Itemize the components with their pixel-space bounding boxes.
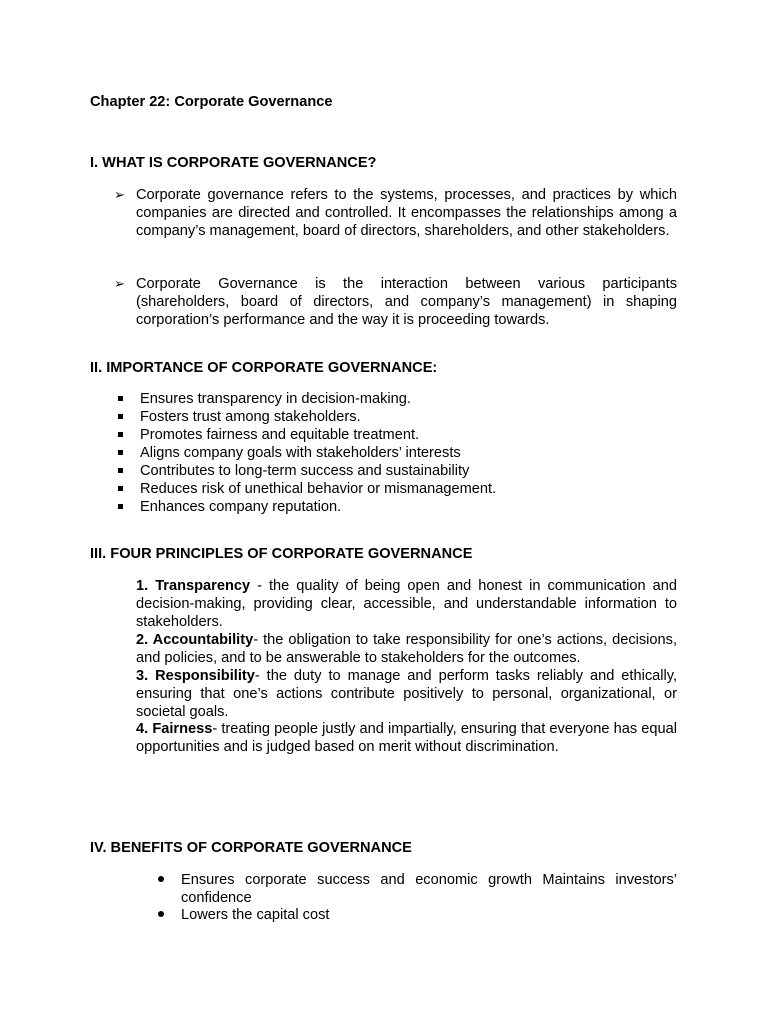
principle-definition: - the duty to manage and perform tasks reliably and ethically, ensuring that one’s actions contribute positively to personal, organizational, or societal goals. [136,668,678,720]
principle-responsibility [136,667,677,721]
square-bullet-icon [118,450,123,455]
definition-paragraph: Corporate governance refers to the systems, processes, and practices by which companies are directed and controlled. It encompasses the relationships among a company’s management, board of directors, shareholders, and other stakeholders. [136,187,677,239]
principle-accountability [136,631,677,667]
square-bullet-icon [118,468,123,473]
principle-term: 2. Accountability [136,632,254,648]
round-bullet-icon [158,911,164,917]
list-item: Ensures corporate success and economic growth Maintains investors’ confidence [181,872,677,906]
principle-term: 4. Fairness [136,721,213,737]
list-item: Ensures transparency in decision-making. [140,391,411,407]
list-item: Contributes to long-term success and sustainability [140,463,470,479]
principle-definition: - the quality of being open and honest in communication and decision-making, providing clear, accessible, and understandable information to stakeholders. [136,578,678,630]
square-bullet-icon [118,504,123,509]
list-item: Promotes fairness and equitable treatment. [140,427,420,443]
principle-term: 3. Responsibility [136,668,255,684]
arrow-bullet-icon: ➢ [114,187,125,202]
arrow-bullet-icon: ➢ [114,276,125,291]
square-bullet-icon [118,414,123,419]
principle-definition: - the obligation to take responsibility for one’s actions, decisions, and policies, and to be answerable to stakeholders for the outcomes. [136,632,677,666]
principle-term: 1. Transparency [136,578,251,594]
section-heading-what-is: I. WHAT IS CORPORATE GOVERNANCE? [90,155,377,171]
list-item: Enhances company reputation. [140,499,342,515]
list-item: Fosters trust among stakeholders. [140,409,361,425]
section-heading-importance: II. IMPORTANCE OF CORPORATE GOVERNANCE: [90,360,438,376]
section-heading-principles: III. FOUR PRINCIPLES OF CORPORATE GOVERNANCE [90,546,473,562]
list-item: Lowers the capital cost [181,907,330,923]
interaction-paragraph: Corporate Governance is the interaction between various participants (shareholders, board of directors, and company’s management) in shaping corporation’s performance and the way it is proceeding towards. [136,276,677,328]
principle-transparency [136,577,677,631]
list-item: Reduces risk of unethical behavior or mismanagement. [140,481,497,497]
square-bullet-icon [118,486,123,491]
principle-definition: - treating people justly and impartially, ensuring that everyone has equal opportunities and is judged based on merit without discrimination. [136,721,677,755]
round-bullet-icon [158,876,164,882]
square-bullet-icon [118,432,123,437]
principle-fairness [136,720,677,756]
chapter-title: Chapter 22: Corporate Governance [90,94,333,110]
section-heading-benefits: IV. BENEFITS OF CORPORATE GOVERNANCE [90,840,412,856]
square-bullet-icon [118,396,123,401]
list-item: Aligns company goals with stakeholders’ interests [140,445,461,461]
